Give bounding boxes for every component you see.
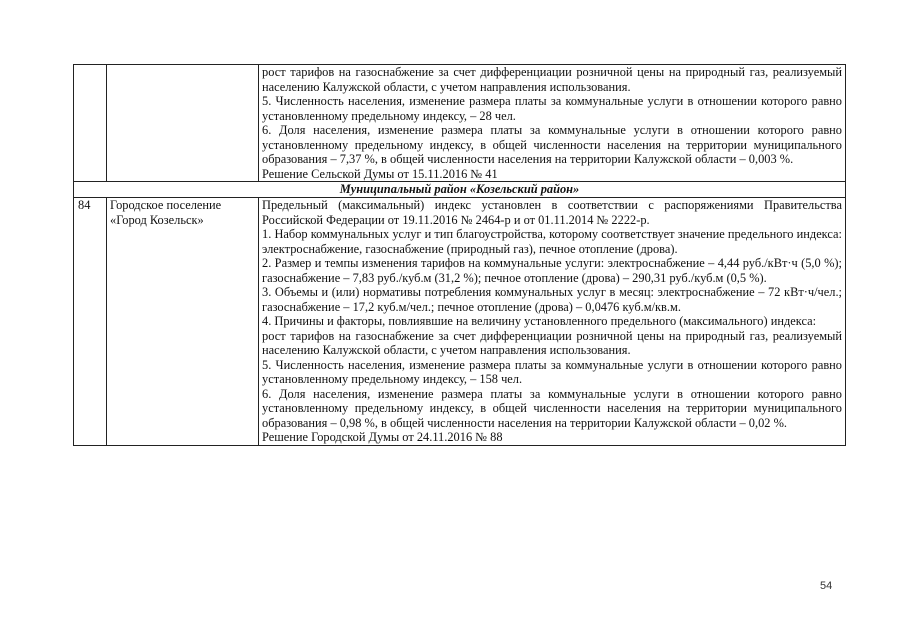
content-paragraph: рост тарифов на газоснабжение за счет дифференциации розничной цены на природный газ, реализуемый населению Калужской области, с учетом направления использования. [262,328,842,357]
table-row [74,65,846,182]
decision-reference: Решение Сельской Думы от 15.11.2016 № 41 [262,166,498,181]
content-paragraph: Предельный (максимальный) индекс установлен в соответствии с распоряжениями Правительства Российской Федерации от 19.11.2016 № 2464-р и от 01.11.2014 № 2222-р. [262,198,842,227]
section-header-row [74,182,846,198]
decision-reference: Решение Городской Думы от 24.11.2016 № 88 [262,430,503,444]
table-row [74,198,846,446]
content-paragraph: 6. Доля населения, изменение размера платы за коммунальные услуги в отношении которого равно установленному предельному индексу, в общей численности населения на территории муниципального образования – 0,98 %, в общей численности населения на территории Калужской области – 0,02 %. [262,386,842,430]
content-paragraph: 5. Численность населения, изменение размера платы за коммунальные услуги в отношении которого равно установленному предельному индексу, – 28 чел. [262,94,842,123]
row-content-cell [259,198,846,446]
row-number-cell [74,65,107,182]
tariff-table [73,64,846,446]
content-paragraph: 4. Причины и факторы, повлиявшие на величину установленного предельного (максимального) индекса: [262,314,817,328]
municipality-name-cell [107,65,259,182]
page-number: 54 [820,580,833,592]
content-paragraph: 1. Набор коммунальных услуг и тип благоустройства, которому соответствует значение предельного индекса: электроснабжение, газоснабжение (природный газ), печное отопление (дрова). [262,227,842,256]
row-content-cell [259,65,846,182]
section-title: Муниципальный район «Козельский район» [74,182,846,198]
content-paragraph: 3. Объемы и (или) нормативы потребления коммунальных услуг в месяц: электроснабжение – 72 кВт·ч/чел.; газоснабжение – 17,2 куб.м/чел.; печное отопление (дрова) – 0,0476 куб.м/кв.м. [262,285,842,314]
content-paragraph: 6. Доля населения, изменение размера платы за коммунальные услуги в отношении которого равно установленному предельному индексу, в общей численности населения на территории муниципального образования – 7,37 %, в общей численности населения на территории Калужской области – 0,003 %. [262,123,842,166]
content-paragraph: 5. Численность населения, изменение размера платы за коммунальные услуги в отношении которого равно установленному предельному индексу, – 158 чел. [262,357,842,386]
municipality-name-cell: Городское поселение «Город Козельск» [107,198,259,446]
row-number-cell: 84 [74,198,107,446]
content-paragraph: 2. Размер и темпы изменения тарифов на коммунальные услуги: электроснабжение – 4,44 руб./кВт·ч (5,0 %); газоснабжение – 7,83 руб./куб.м (31,2 %); печное отопление (дрова) – 290,31 руб./куб.м (0,5 %). [262,256,842,285]
content-paragraph: рост тарифов на газоснабжение за счет дифференциации розничной цены на природный газ, реализуемый населению Калужской области, с учетом направления использования. [262,65,842,94]
